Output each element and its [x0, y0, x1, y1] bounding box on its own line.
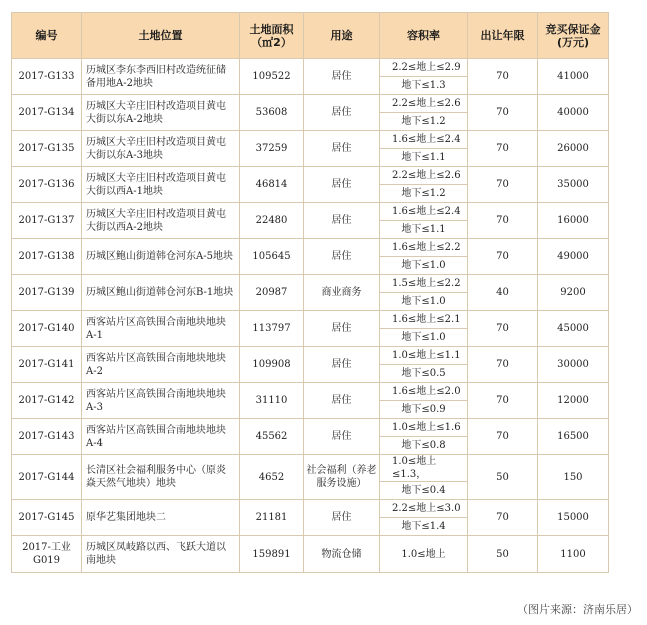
cell-far-upper: 1.6≤地上≤2.4	[380, 203, 468, 221]
cell-area: 22480	[240, 203, 304, 239]
cell-use: 物流仓储	[304, 536, 380, 573]
table-row	[12, 131, 609, 149]
cell-years: 70	[468, 131, 538, 167]
cell-far-single: 1.0≤地上	[380, 536, 468, 573]
cell-location: 西客站片区高铁围合南地块地块A-2	[82, 347, 240, 383]
table-row	[12, 275, 609, 293]
cell-code: 2017-G135	[12, 131, 82, 167]
cell-deposit: 26000	[538, 131, 609, 167]
cell-location: 历城区李东李西旧村改造统征储备用地A-2地块	[82, 59, 240, 95]
cell-code: 2017-G133	[12, 59, 82, 95]
cell-code: 2017-G140	[12, 311, 82, 347]
cell-years: 70	[468, 500, 538, 536]
cell-far-lower: 地下≤1.1	[380, 221, 468, 239]
cell-deposit: 41000	[538, 59, 609, 95]
table-row	[12, 203, 609, 221]
header-use: 用途	[304, 13, 380, 59]
cell-years: 70	[468, 347, 538, 383]
cell-area: 20987	[240, 275, 304, 311]
cell-deposit: 150	[538, 455, 609, 500]
cell-far-lower: 地下≤1.3	[380, 77, 468, 95]
table-row	[12, 536, 609, 573]
cell-years: 70	[468, 383, 538, 419]
cell-code: 2017-G141	[12, 347, 82, 383]
header-years: 出让年限	[468, 13, 538, 59]
header-far: 容积率	[380, 13, 468, 59]
cell-location: 历城区大辛庄旧村改造项目黄屯大街以西A-2地块	[82, 203, 240, 239]
cell-far-upper: 1.5≤地上≤2.2	[380, 275, 468, 293]
cell-deposit: 16000	[538, 203, 609, 239]
cell-years: 70	[468, 203, 538, 239]
cell-far-upper: 2.2≤地上≤2.6	[380, 167, 468, 185]
cell-area: 113797	[240, 311, 304, 347]
table-row	[12, 59, 609, 77]
cell-location: 历城区凤岐路以西、飞跃大道以南地块	[82, 536, 240, 573]
cell-location: 历城区鲍山街道韩仓河东A-5地块	[82, 239, 240, 275]
cell-code: 2017-G138	[12, 239, 82, 275]
cell-far-upper: 1.0≤地上≤1.1	[380, 347, 468, 365]
cell-location: 历城区大辛庄旧村改造项目黄屯大街以东A-2地块	[82, 95, 240, 131]
cell-area: 45562	[240, 419, 304, 455]
table-row	[12, 347, 609, 365]
cell-code: 2017-工业G019	[12, 536, 82, 573]
cell-deposit: 45000	[538, 311, 609, 347]
cell-area: 109908	[240, 347, 304, 383]
cell-deposit: 15000	[538, 500, 609, 536]
cell-far-lower: 地下≤0.5	[380, 365, 468, 383]
cell-years: 70	[468, 167, 538, 203]
cell-use: 社会福利（养老服务设施）	[304, 455, 380, 500]
cell-use: 居住	[304, 59, 380, 95]
cell-deposit: 9200	[538, 275, 609, 311]
cell-years: 50	[468, 455, 538, 500]
header-code: 编号	[12, 13, 82, 59]
cell-years: 50	[468, 536, 538, 573]
cell-far-lower: 地下≤1.4	[380, 518, 468, 536]
land-table-container	[11, 12, 608, 573]
cell-far-upper: 1.6≤地上≤2.4	[380, 131, 468, 149]
cell-far-upper: 2.2≤地上≤3.0	[380, 500, 468, 518]
cell-far-lower: 地下≤1.2	[380, 113, 468, 131]
cell-location: 原华艺集团地块二	[82, 500, 240, 536]
table-row	[12, 500, 609, 518]
cell-deposit: 1100	[538, 536, 609, 573]
cell-far-upper: 1.0≤地上≤1.6	[380, 419, 468, 437]
header-deposit-line2: (万元)	[556, 35, 590, 49]
image-source-caption: （图片来源：济南乐居）	[517, 603, 638, 616]
table-row	[12, 167, 609, 185]
cell-code: 2017-G136	[12, 167, 82, 203]
cell-code: 2017-G143	[12, 419, 82, 455]
cell-far-lower: 地下≤1.0	[380, 257, 468, 275]
cell-far-upper: 2.2≤地上≤2.9	[380, 59, 468, 77]
cell-code: 2017-G137	[12, 203, 82, 239]
cell-area: 4652	[240, 455, 304, 500]
cell-far-lower: 地下≤0.4	[380, 482, 468, 500]
cell-far-lower: 地下≤1.2	[380, 185, 468, 203]
cell-code: 2017-G142	[12, 383, 82, 419]
cell-far-lower: 地下≤1.1	[380, 149, 468, 167]
cell-location: 西客站片区高铁围合南地块地块A-1	[82, 311, 240, 347]
cell-use: 居住	[304, 500, 380, 536]
cell-far-lower: 地下≤0.8	[380, 437, 468, 455]
cell-years: 70	[468, 311, 538, 347]
cell-use: 居住	[304, 239, 380, 275]
cell-far-upper: 2.2≤地上≤2.6	[380, 95, 468, 113]
cell-deposit: 30000	[538, 347, 609, 383]
cell-years: 70	[468, 95, 538, 131]
cell-use: 居住	[304, 167, 380, 203]
cell-far-upper: 1.6≤地上≤2.0	[380, 383, 468, 401]
cell-location: 历城区大辛庄旧村改造项目黄屯大街以东A-3地块	[82, 131, 240, 167]
cell-far-lower: 地下≤0.9	[380, 401, 468, 419]
cell-area: 46814	[240, 167, 304, 203]
cell-years: 70	[468, 239, 538, 275]
cell-use: 居住	[304, 131, 380, 167]
cell-location: 历城区大辛庄旧村改造项目黄屯大街以西A-1地块	[82, 167, 240, 203]
header-deposit	[538, 13, 609, 59]
cell-code: 2017-G145	[12, 500, 82, 536]
cell-years: 70	[468, 59, 538, 95]
cell-deposit: 40000	[538, 95, 609, 131]
header-area	[240, 13, 304, 59]
cell-use: 居住	[304, 95, 380, 131]
header-location: 土地位置	[82, 13, 240, 59]
cell-code: 2017-G134	[12, 95, 82, 131]
cell-area: 53608	[240, 95, 304, 131]
cell-deposit: 49000	[538, 239, 609, 275]
header-deposit-line1: 竞买保证金	[545, 22, 601, 36]
cell-area: 105645	[240, 239, 304, 275]
cell-far-upper: 1.6≤地上≤2.2	[380, 239, 468, 257]
cell-code: 2017-G139	[12, 275, 82, 311]
cell-use: 居住	[304, 347, 380, 383]
cell-area: 37259	[240, 131, 304, 167]
table-row	[12, 455, 609, 482]
cell-use: 商业商务	[304, 275, 380, 311]
cell-deposit: 12000	[538, 383, 609, 419]
cell-use: 居住	[304, 419, 380, 455]
table-row	[12, 95, 609, 113]
cell-far-upper: 1.6≤地上≤2.1	[380, 311, 468, 329]
cell-far-lower: 地下≤1.0	[380, 293, 468, 311]
cell-deposit: 35000	[538, 167, 609, 203]
table-row	[12, 311, 609, 329]
cell-location: 历城区鲍山街道韩仓河东B-1地块	[82, 275, 240, 311]
cell-location: 长清区社会福利服务中心（原炎焱天然气地块）地块	[82, 455, 240, 500]
cell-use: 居住	[304, 311, 380, 347]
cell-area: 159891	[240, 536, 304, 573]
cell-far-upper: 1.0≤地上≤1.3，	[380, 455, 468, 482]
cell-use: 居住	[304, 383, 380, 419]
cell-deposit: 16500	[538, 419, 609, 455]
cell-years: 40	[468, 275, 538, 311]
table-header-row	[12, 13, 609, 59]
table-row	[12, 239, 609, 257]
cell-area: 21181	[240, 500, 304, 536]
header-area-line1: 土地面积	[249, 22, 294, 36]
cell-years: 70	[468, 419, 538, 455]
cell-location: 西客站片区高铁围合南地块地块A-4	[82, 419, 240, 455]
cell-location: 西客站片区高铁围合南地块地块A-3	[82, 383, 240, 419]
cell-code: 2017-G144	[12, 455, 82, 500]
land-auction-table	[11, 12, 609, 573]
header-area-line2: （㎡2）	[251, 35, 292, 49]
table-row	[12, 383, 609, 401]
cell-use: 居住	[304, 203, 380, 239]
table-row	[12, 419, 609, 437]
cell-area: 31110	[240, 383, 304, 419]
cell-area: 109522	[240, 59, 304, 95]
cell-far-lower: 地下≤1.0	[380, 329, 468, 347]
